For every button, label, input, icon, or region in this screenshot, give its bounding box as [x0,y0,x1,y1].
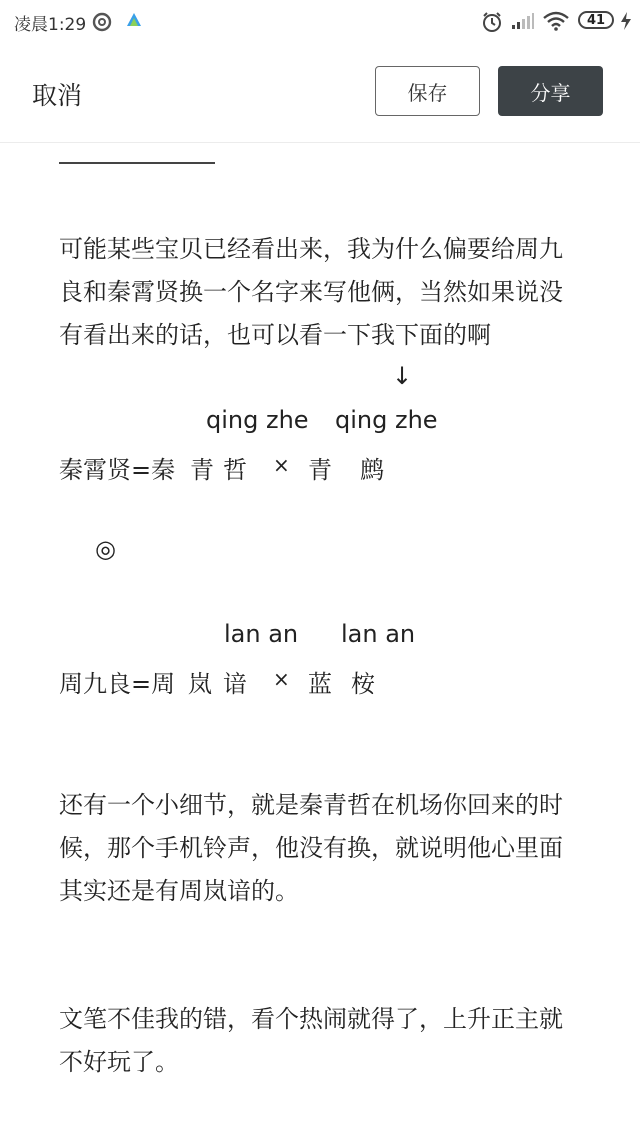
name-2-char-4: 桉 [351,670,375,698]
circle-symbol: ◎ [95,535,116,563]
cross-symbol-2: × [273,667,290,691]
pinyin-2a: lan an [224,620,299,648]
paragraph-intro: 可能某些宝贝已经看出来，我为什么偏要给周九良和秦霄贤换一个名字来写他俩，当然如果说没有看出来的话，也可以看一下我下面的啊 [59,235,563,349]
name-1-prefix: 秦霄贤=秦 [59,456,176,484]
name-1-char-2: 哲 [223,456,247,484]
battery-level: 41 [586,12,606,28]
editor-toolbar [0,44,640,143]
save-button[interactable]: 保存 [375,66,480,116]
name-1-char-3: 青 [308,456,332,484]
name-2-char-1: 岚 [188,670,212,698]
app-notification-icon [126,12,142,28]
pinyin-1b: qing zhe [335,406,438,434]
signal-icon [511,12,535,30]
name-2-char-3: 蓝 [308,670,332,698]
status-time: 凌晨1:29 [14,15,87,35]
name-1-char-1: 青 [190,456,214,484]
charging-icon [620,12,632,30]
name-2-char-2: 谙 [223,670,247,698]
cross-symbol-1: × [273,453,290,477]
name-2-prefix: 周九良=周 [59,670,176,698]
cancel-button[interactable]: 取消 [32,81,83,110]
status-bar [0,0,640,44]
wifi-icon [543,11,569,31]
share-button[interactable]: 分享 [498,66,603,116]
name-1-char-4: 鹧 [360,456,384,484]
battery-icon [578,11,614,29]
pinyin-1a: qing zhe [206,406,309,434]
paragraph-closing: 文笔不佳我的错，看个热闹就得了，上升正主就不好玩了。 [59,1005,563,1076]
pinyin-2b: lan an [341,620,416,648]
alarm-icon [481,11,503,33]
paragraph-detail: 还有一个小细节，就是秦青哲在机场你回来的时候，那个手机铃声，他没有换，就说明他心里面其实还是有周岚谙的。 [59,791,563,905]
netease-music-icon [92,10,112,32]
down-arrow: ↓ [392,362,413,390]
section-divider [59,162,215,164]
